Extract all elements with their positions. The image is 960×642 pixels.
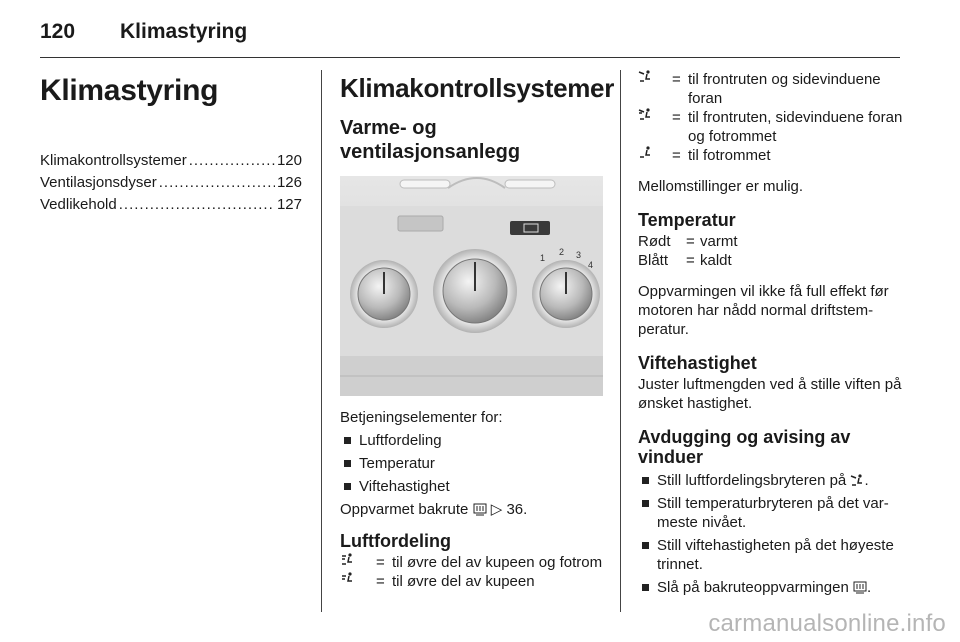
main-column bbox=[340, 70, 615, 591]
list-item bbox=[638, 494, 913, 532]
list-item-text: Still luftfordelingsbryteren på . bbox=[657, 472, 869, 489]
fan-speed-text: Juster luftmengden ved å stille viften på ønsket hastighet. bbox=[638, 376, 902, 412]
equals: = bbox=[686, 252, 695, 269]
rear-window-heater-icon bbox=[853, 581, 867, 594]
list-item bbox=[340, 431, 603, 450]
feet-icon bbox=[638, 146, 652, 159]
list-item bbox=[340, 454, 603, 473]
fan-label: 4 bbox=[588, 260, 594, 270]
toc-label: Vedlikehold bbox=[40, 196, 117, 213]
temperature-list bbox=[638, 232, 913, 270]
rear-window-text bbox=[340, 500, 603, 519]
toc-page: 120 bbox=[276, 152, 302, 169]
equals: = bbox=[376, 573, 385, 590]
page-reference-icon: ▷ bbox=[490, 501, 503, 518]
temperature-desc: kaldt bbox=[700, 252, 732, 269]
subsection-heading: Varme- og ventilasjonsanlegg bbox=[340, 117, 521, 163]
toc-page: 127 bbox=[276, 196, 302, 213]
toc-page: 126 bbox=[276, 174, 302, 191]
equals: = bbox=[376, 554, 385, 571]
list-item bbox=[638, 578, 913, 597]
equals: = bbox=[672, 109, 681, 126]
list-item-text: Temperatur bbox=[359, 455, 435, 472]
airflow-description: til fotrommet bbox=[688, 147, 771, 164]
defog-heading: Avdugging og avising av vinduer bbox=[638, 427, 851, 467]
list-item bbox=[638, 536, 913, 574]
airflow-description: til øvre del av kupeen bbox=[392, 573, 535, 590]
upper-body-and-feet-icon bbox=[340, 553, 354, 566]
toc-label: Ventilasjonsdyser bbox=[40, 174, 157, 191]
section-heading: Klimakontrollsystemer bbox=[340, 73, 615, 103]
list-item-text: Still temperaturbryteren på det varmeste nivået. bbox=[657, 495, 889, 531]
intro-text: Betjeningselementer for: bbox=[340, 409, 503, 426]
equals: = bbox=[672, 147, 681, 164]
upper-body-icon bbox=[340, 572, 354, 585]
list-item-text: Slå på bakruteoppvarmingen . bbox=[657, 579, 872, 596]
airflow-description: til frontruten, sidevinduene foran og fotrommet bbox=[688, 109, 903, 145]
list-item bbox=[638, 471, 913, 490]
rear-window-label: Oppvarmet bakrute bbox=[340, 501, 469, 518]
watermark: carmanualsonline.info bbox=[708, 610, 946, 637]
intermediate-note: Mellomstillinger er mulig. bbox=[638, 178, 804, 195]
list-item bbox=[340, 477, 603, 496]
temperature-term: Blått bbox=[638, 252, 669, 269]
toc-label: Klimakontrollsystemer bbox=[40, 152, 187, 169]
fan-label: 3 bbox=[576, 250, 582, 260]
windscreen-side-feet-icon bbox=[638, 108, 652, 121]
fan-label: 2 bbox=[559, 247, 565, 257]
airflow-list bbox=[340, 553, 603, 591]
toc-entry[interactable] bbox=[40, 150, 302, 172]
list-item-text: Still viftehastigheten på det høyeste trinnet. bbox=[657, 537, 894, 573]
header-title: Klimastyring bbox=[120, 20, 248, 43]
list-item-text: Luftfordeling bbox=[359, 432, 442, 449]
page-reference[interactable]: 36. bbox=[506, 501, 528, 518]
page-number: 120 bbox=[40, 20, 76, 43]
toc-entry[interactable] bbox=[40, 172, 302, 194]
airflow-heading: Luftfordeling bbox=[340, 531, 451, 551]
windscreen-feet-icon bbox=[850, 474, 864, 487]
temperature-term: Rødt bbox=[638, 233, 671, 250]
rear-window-heater-icon bbox=[473, 503, 487, 516]
chapter-heading: Klimastyring bbox=[40, 74, 219, 107]
temperature-heading: Temperatur bbox=[638, 210, 736, 230]
airflow-description: til øvre del av kupeen og fotrom bbox=[392, 554, 603, 571]
column-divider bbox=[620, 70, 621, 612]
list-item-text: Viftehastighet bbox=[359, 478, 450, 495]
windscreen-feet-icon bbox=[638, 70, 652, 83]
fan-label: 1 bbox=[540, 253, 546, 263]
equals: = bbox=[672, 71, 681, 88]
temperature-desc: varmt bbox=[700, 233, 738, 250]
header-rule bbox=[40, 57, 900, 58]
chapter-column bbox=[40, 70, 302, 216]
page-header bbox=[40, 14, 920, 50]
column-divider bbox=[321, 70, 322, 612]
airflow-description: til frontruten og sidevinduene foran bbox=[688, 71, 881, 107]
control-panel-photo bbox=[340, 176, 603, 396]
equals: = bbox=[686, 233, 695, 250]
right-column bbox=[638, 70, 913, 601]
airflow-list-continued bbox=[638, 70, 913, 165]
temperature-note: Oppvarmingen vil ikke få full effekt før motoren har nådd normal driftstemperatur. bbox=[638, 283, 889, 338]
toc-entry[interactable] bbox=[40, 194, 302, 216]
fan-speed-heading: Viftehastighet bbox=[638, 353, 757, 373]
